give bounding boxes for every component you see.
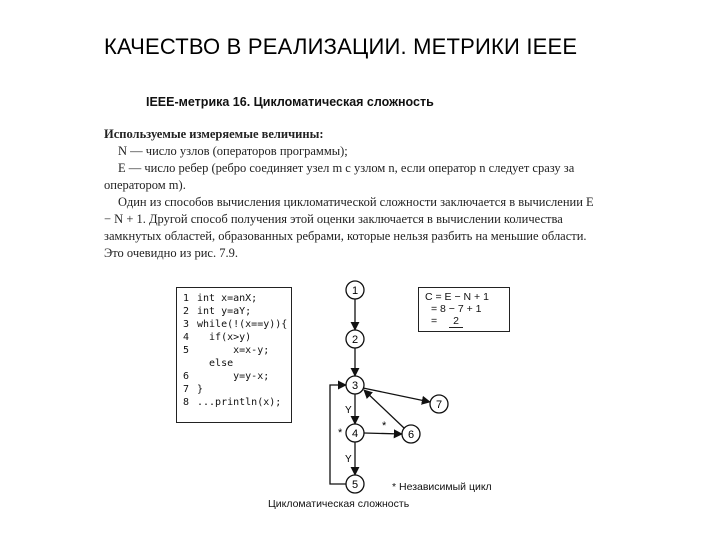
- independent-cycle-note: * Независимый цикл: [392, 481, 492, 493]
- edge-label-star: *: [338, 427, 343, 439]
- definition-e: E — число ребер (ребро соединяет узел m с узлом n, если оператор n следует сразу за оператором m).: [104, 161, 575, 192]
- graph-node: [346, 330, 364, 348]
- metric-heading: IEEE-метрика 16. Цикломатическая сложность: [146, 95, 434, 109]
- svg-text:1: 1: [351, 285, 359, 297]
- svg-text:3: 3: [351, 380, 359, 392]
- measured-quantities-label: Используемые измеряемые величины:: [104, 127, 324, 141]
- graph-node: [346, 475, 364, 493]
- code-listing: [176, 287, 292, 423]
- formula-line-3: = 2: [425, 315, 503, 328]
- code-line: 1 int x=anX;: [183, 293, 258, 304]
- formula-line-1: C = E − N + 1: [425, 291, 489, 303]
- code-line: 4 if(x>y): [183, 332, 252, 343]
- edge-4-6: [364, 433, 402, 434]
- code-line: 7 }: [183, 384, 204, 395]
- metric-description: [104, 126, 596, 262]
- svg-text:7: 7: [435, 399, 443, 411]
- graph-node: [346, 424, 364, 442]
- svg-text:6: 6: [407, 429, 415, 441]
- svg-text:2: 2: [351, 334, 359, 346]
- svg-text:5: 5: [351, 479, 359, 491]
- control-flow-graph: [300, 272, 460, 494]
- edge-3-7: [363, 388, 430, 402]
- method-paragraph: Один из способов вычисления цикломатической сложности заключается в вычислении E − N + 1. Другой способ получения этой оценки заключается в вычислении количества замкнутых областей, образованных ребрами, которые нельзя разбить на меньшие области. Это очевидно из рис. 7.9.: [104, 195, 594, 260]
- formula-line-2: = 8 − 7 + 1: [431, 303, 482, 315]
- graph-node: [430, 395, 448, 413]
- edge-label-y: Y: [345, 454, 352, 465]
- svg-text:4: 4: [351, 428, 359, 440]
- definition-n: N — число узлов (операторов программы);: [118, 144, 348, 158]
- slide-title: КАЧЕСТВО В РЕАЛИЗАЦИИ. МЕТРИКИ IEEE: [104, 34, 578, 59]
- edge-label-y: Y: [345, 405, 352, 416]
- graph-node: [402, 425, 420, 443]
- formula-result: 2: [449, 315, 463, 328]
- code-line: 8 ...println(x);: [183, 397, 282, 408]
- code-line: else: [197, 358, 234, 369]
- code-line: 5 x=x-y;: [183, 345, 270, 356]
- graph-node: [346, 281, 364, 299]
- code-line: 6 y=y-x;: [183, 371, 270, 382]
- code-line: 2 int y=aY;: [183, 306, 252, 317]
- figure-caption: Цикломатическая сложность: [268, 498, 410, 510]
- edge-label-star: *: [382, 420, 387, 432]
- graph-node: [346, 376, 364, 394]
- code-line: 3 while(!(x==y)){: [183, 319, 288, 330]
